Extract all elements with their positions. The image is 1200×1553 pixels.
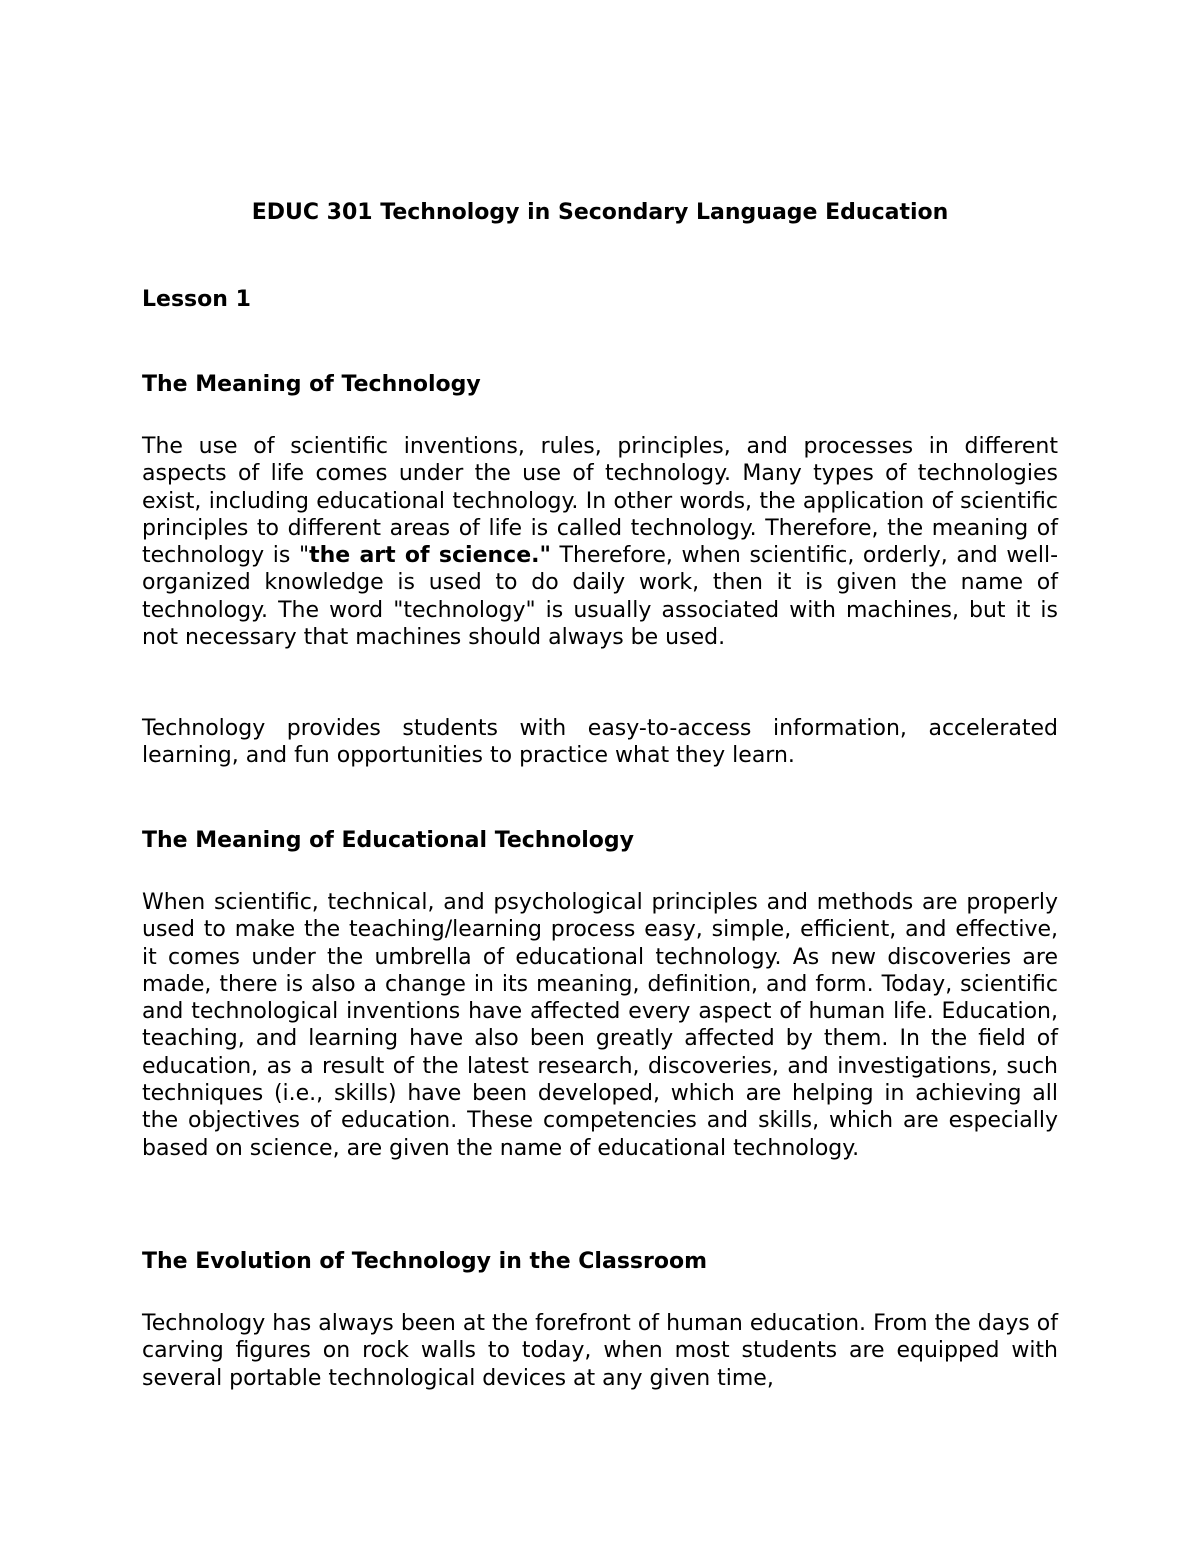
paragraph-text: Therefore, when scientific, orderly, and well-organized knowledge is used to do daily work, then it is given the name of technology. The word "technology" is usually associated with machines, but it is not necessary that machines should always be used. <box>142 543 1059 651</box>
paragraph-meaning-of-technology <box>142 433 1058 651</box>
emphasis-text: the art of science." <box>309 543 551 569</box>
section-heading-evolution-of-technology: The Evolution of Technology in the Classroom <box>142 1249 708 1274</box>
document-title: EDUC 301 Technology in Secondary Language Education <box>251 200 949 225</box>
section-heading-educational-technology: The Meaning of Educational Technology <box>142 828 634 853</box>
paragraph-text: The use of scientific inventions, rules, principles, and processes in different aspects of life comes under the use of technology. Many types of technologies exist, including educational technology. In other words, the application of scientific principles to different areas of life is called technology. Therefore, the meaning of technology is " <box>142 434 1058 569</box>
paragraph-educational-technology: When scientific, technical, and psychological principles and methods are properly used to make the teaching/learning process easy, simple, efficient, and effective, it comes under the umbrella of educational technology. As new discoveries are made, there is also a change in its meaning, definition, and form. Today, scientific and technological inventions have affected every aspect of human life. Education, teaching, and learning have also been greatly affected by them. In the field of education, as a result of the latest research, discoveries, and investigations, such techniques (i.e., skills) have been developed, which are helping in achieving all the objectives of education. These competencies and skills, which are especially based on science, are given the name of educational technology. <box>142 890 1058 1161</box>
paragraph-evolution-of-technology: Technology has always been at the forefront of human education. From the days of carving figures on rock walls to today, when most students are equipped with several portable technological devices at any given time, <box>142 1311 1058 1391</box>
section-heading-meaning-of-technology: The Meaning of Technology <box>142 372 481 397</box>
paragraph-technology-benefits: Technology provides students with easy-to-access information, accelerated learning, and fun opportunities to practice what they learn. <box>142 716 1058 769</box>
lesson-label: Lesson 1 <box>142 287 251 312</box>
